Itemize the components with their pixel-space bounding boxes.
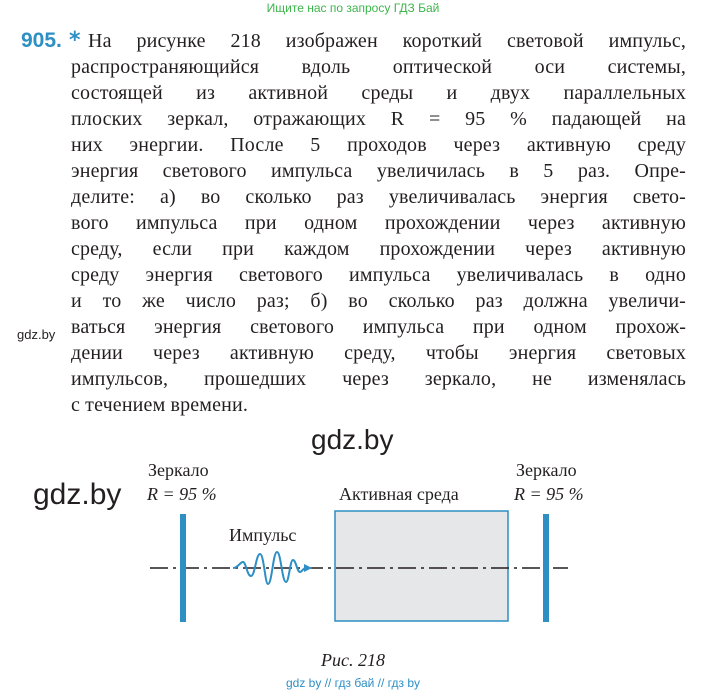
watermark: gdz.by — [33, 478, 122, 511]
text-line: импульсов, прошедших через зеркало, не изменялась — [71, 368, 686, 390]
pulse-label: Импульс — [229, 525, 297, 545]
text-line: среду энергия светового импульса увеличивалась в одно — [71, 264, 686, 286]
text-line: состоящей из активной среды и двух параллельных — [71, 82, 686, 104]
mirror-left-label: Зеркало — [148, 460, 209, 480]
text-line: дении через активную среду, чтобы энергия световых — [71, 342, 686, 364]
difficulty-star: * — [69, 28, 81, 53]
active-medium-label: Активная среда — [339, 484, 459, 504]
mirror-left — [180, 514, 186, 622]
text-line: На рисунке 218 изображен короткий световой импульс, — [88, 30, 686, 52]
figure-caption: Рис. 218 — [321, 650, 385, 670]
mirror-right — [543, 514, 549, 622]
watermark: gdz.by — [17, 327, 56, 342]
pulse-arrow-icon — [304, 564, 312, 572]
active-medium-box — [335, 511, 508, 621]
text-line: плоских зеркал, отражающих R = 95 % падающей на — [71, 108, 686, 130]
problem-number: 905. — [21, 29, 62, 52]
bottom-banner: gdz by // гдз бай // гдз by — [285, 676, 421, 690]
mirror-right-reflectance: R = 95 % — [514, 484, 584, 504]
mirror-right-label: Зеркало — [516, 460, 577, 480]
top-banner: Ищите нас по запросу ГДЗ Бай — [266, 1, 440, 15]
laser-cavity-diagram — [0, 500, 706, 640]
text-line: энергия светового импульса увеличилась в 5 раз. Опре- — [71, 160, 686, 182]
text-line: вого импульса при одном прохождении через активную — [71, 212, 686, 234]
mirror-left-reflectance: R = 95 % — [147, 484, 217, 504]
text-line: ваться энергия светового импульса при одном прохож- — [71, 316, 686, 338]
text-line: с течением времени. — [71, 394, 248, 416]
text-line: среду, если при каждом прохождении через активную — [71, 238, 686, 260]
text-line: делите: а) во сколько раз увеличивалась энергия свето- — [71, 186, 686, 208]
text-line: них энергии. После 5 проходов через активную среду — [71, 134, 686, 156]
watermark: gdz.by — [311, 424, 394, 455]
text-line: распространяющийся вдоль оптической оси системы, — [71, 56, 686, 78]
text-line: и то же число раз; б) во сколько раз должна увеличи- — [71, 290, 686, 312]
